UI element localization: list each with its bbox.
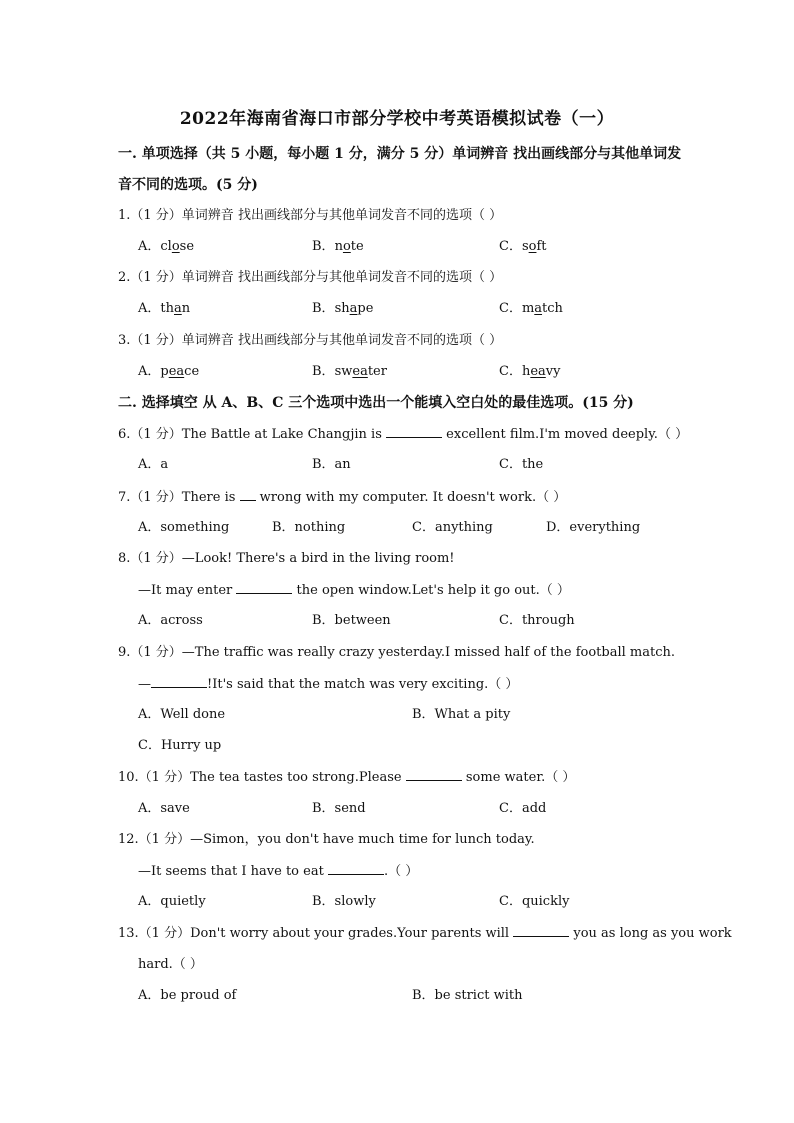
option-text: n — [181, 301, 191, 316]
option-text: cl — [160, 239, 172, 254]
option-text: h — [521, 364, 531, 379]
answer-blank — [513, 924, 569, 937]
question-1-option-a[interactable] — [138, 238, 194, 256]
question-10-option-c[interactable]: C．add — [499, 801, 547, 816]
underlined-part: o — [342, 239, 351, 254]
question-1-option-b[interactable] — [312, 238, 364, 256]
option-label: C． — [499, 301, 522, 316]
stem-text: excellent film.I'm moved deeply.（ ） — [442, 427, 689, 442]
option-text: th — [160, 301, 174, 316]
option-text: n — [334, 239, 343, 254]
underlined-part: ea — [168, 364, 185, 379]
answer-blank — [386, 425, 442, 438]
stem-text: 13.（1 分）Don't worry about your grades.Your parents will — [118, 926, 514, 941]
question-7-option-a[interactable]: A．something — [138, 520, 230, 535]
underlined-part: a — [349, 301, 358, 316]
option-label: C． — [499, 364, 522, 379]
answer-blank — [240, 488, 256, 501]
option-text: ft — [536, 239, 547, 254]
option-label: B． — [312, 301, 335, 316]
question-2-option-a[interactable] — [138, 300, 190, 318]
option-text: ter — [367, 364, 387, 379]
option-text: vy — [545, 364, 561, 379]
question-8-stem: 8.（1 分）—Look! There's a bird in the living room! — [118, 551, 455, 566]
option-text: s — [521, 239, 529, 254]
option-text: p — [160, 364, 169, 379]
question-1-option-c[interactable] — [499, 238, 547, 256]
question-3-option-b[interactable] — [312, 363, 387, 381]
option-text: te — [350, 239, 364, 254]
stem-text: .（ ） — [383, 864, 419, 879]
question-12-option-a[interactable]: A．quietly — [138, 894, 206, 909]
question-9-option-a[interactable]: A．Well done — [138, 707, 226, 722]
option-label: A． — [138, 364, 161, 379]
question-13-option-a[interactable]: A．be proud of — [138, 988, 237, 1003]
question-8-option-a[interactable]: A．across — [138, 613, 203, 628]
section-1-heading: 一. 单项选择（共 5 小题，每小题 1 分，满分 5 分）单词辨音 找出画线部分与其他单词发 — [118, 146, 682, 162]
question-7-option-b[interactable]: B．nothing — [272, 520, 346, 535]
section-2-heading: 二. 选择填空 从 A、B、C 三个选项中选出一个能填入空白处的最佳选项。(15 分) — [118, 395, 634, 411]
underlined-part: o — [171, 239, 180, 254]
option-text: se — [179, 239, 195, 254]
stem-text: — — [138, 677, 151, 692]
question-12-stem: 12.（1 分）—Simon，you don't have much time for lunch today. — [118, 832, 535, 847]
question-13-option-b[interactable]: B．be strict with — [412, 988, 523, 1003]
question-6-option-b[interactable]: B．an — [312, 457, 351, 472]
question-12-option-b[interactable]: B．slowly — [312, 894, 376, 909]
page-title: 2022年海南省海口市部分学校中考英语模拟试卷（一） — [179, 109, 615, 129]
underlined-part: a — [534, 301, 543, 316]
question-12-option-c[interactable]: C．quickly — [499, 894, 570, 909]
question-7-option-d[interactable]: D．everything — [546, 520, 641, 535]
option-label: B． — [312, 239, 335, 254]
option-text: sh — [334, 301, 350, 316]
underlined-part: ea — [530, 364, 546, 379]
stem-text: some water.（ ） — [461, 770, 576, 785]
option-text: sw — [334, 364, 353, 379]
question-9-option-b[interactable]: B．What a pity — [412, 707, 511, 722]
question-2-stem: 2.（1 分）单词辨音 找出画线部分与其他单词发音不同的选项（ ） — [118, 270, 503, 285]
question-6-option-a[interactable]: A．a — [138, 457, 169, 472]
stem-text: 10.（1 分）The tea tastes too strong.Please — [118, 770, 406, 785]
stem-text: wrong with my computer. It doesn't work.（ ） — [255, 490, 567, 505]
question-3-stem: 3.（1 分）单词辨音 找出画线部分与其他单词发音不同的选项（ ） — [118, 333, 503, 348]
option-label: A． — [138, 301, 161, 316]
section-1-heading-cont: 音不同的选项。(5 分) — [118, 177, 258, 193]
question-2-option-c[interactable] — [499, 300, 563, 318]
underlined-part: a — [174, 301, 182, 316]
option-text: tch — [542, 301, 563, 316]
stem-text: the open window.Let's help it go out.（ ） — [292, 583, 570, 598]
underlined-part: ea — [352, 364, 368, 379]
option-label: B． — [312, 364, 335, 379]
question-10-option-b[interactable]: B．send — [312, 801, 366, 816]
stem-text: 6.（1 分）The Battle at Lake Changjin is — [118, 427, 387, 442]
question-3-option-a[interactable] — [138, 363, 199, 381]
question-6-option-c[interactable]: C．the — [499, 457, 544, 472]
question-9-option-c[interactable]: C．Hurry up — [138, 738, 222, 753]
question-10-option-a[interactable]: A．save — [138, 801, 190, 816]
stem-text: —It may enter — [138, 583, 237, 598]
stem-text: !It's said that the match was very exciting.（ ） — [207, 677, 519, 692]
option-label: A． — [138, 239, 161, 254]
answer-blank — [406, 768, 462, 781]
question-8-option-c[interactable]: C．through — [499, 613, 575, 628]
question-9-stem-2 — [138, 675, 518, 694]
question-13-stem-2: hard.（ ） — [138, 957, 203, 972]
answer-blank — [151, 675, 207, 688]
stem-text: —It seems that I have to eat — [138, 864, 328, 879]
question-3-option-c[interactable] — [499, 363, 560, 381]
question-10-stem — [118, 768, 575, 787]
question-7-stem — [118, 488, 566, 507]
question-1-stem: 1.（1 分）单词辨音 找出画线部分与其他单词发音不同的选项（ ） — [118, 208, 503, 223]
option-label: C． — [499, 239, 522, 254]
stem-text: 7.（1 分）There is — [118, 490, 240, 505]
question-2-option-b[interactable] — [312, 300, 373, 318]
question-7-option-c[interactable]: C．anything — [412, 520, 493, 535]
underlined-part: o — [528, 239, 537, 254]
stem-text: you as long as you work — [569, 926, 732, 941]
question-12-stem-2 — [138, 862, 418, 881]
question-8-stem-2 — [138, 581, 570, 600]
question-8-option-b[interactable]: B．between — [312, 613, 391, 628]
option-text: m — [521, 301, 535, 316]
answer-blank — [236, 581, 292, 594]
question-6-stem — [118, 425, 688, 444]
question-13-stem — [118, 924, 732, 943]
option-text: pe — [357, 301, 374, 316]
answer-blank — [328, 862, 384, 875]
question-9-stem: 9.（1 分）—The traffic was really crazy yesterday.I missed half of the football match. — [118, 645, 675, 660]
option-text: ce — [184, 364, 200, 379]
